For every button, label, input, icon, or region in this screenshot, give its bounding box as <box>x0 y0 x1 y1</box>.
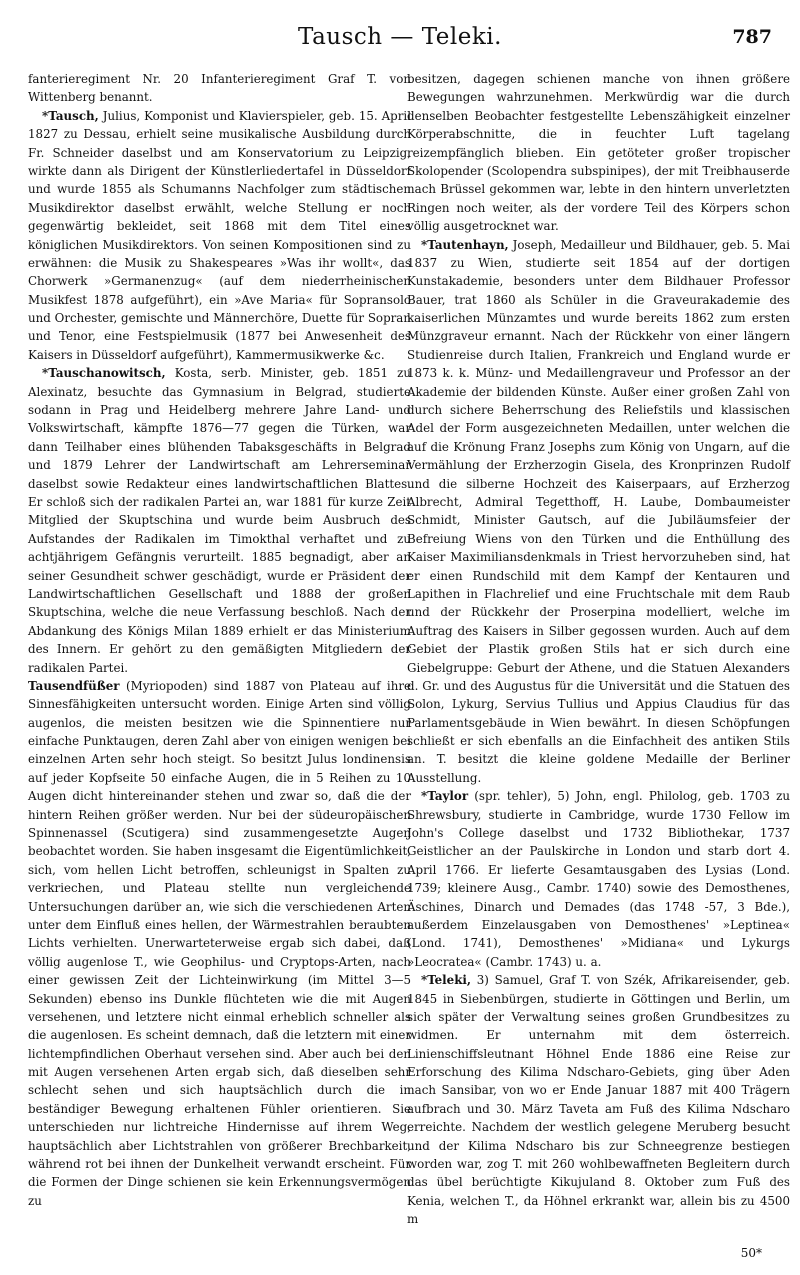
entry-text: (spr. tehler), 5) John, engl. Philolog, geb. 1703 zu Shrewsbury, studierte in Cambridge, wurde 1730 Fellow im John's College daselbst und 1732 Bibliothekar, 1737 Geistlicher an der Paulskirche in London und starb dort 4. April 1766. Er lieferte Gesamtausgaben des Lysias (Lond. 1739; kleinere Ausg., Cambr. 1740) sowie des Demosthenes, Äschines, Dinarch und Demades (das 1748 -57, 3 Bde.), außerdem Einzelausgaben von Demosthenes' »Leptinea« (Lond. 1741), Demosthenes' »Midiana« und Lykurgs »Leocratea« (Cambr. 1743) u. a. <box>407 789 790 969</box>
entry-text: Julius, Komponist und Klavierspieler, geb. 15. April 1827 zu Dessau, erhielt seine musikalische Ausbildung durch Fr. Schneider daselbst und am Konservatorium zu Leipzig, wirkte dann als Dirigent der Künstlerliedertafel in Düsseldorf und wurde 1855 als Schumanns Nachfolger zum städtischen Musikdirektor daselbst erwählt, welche Stellung er noch gegenwärtig bekleidet, seit 1868 mit dem Titel eines königlichen Musikdirektors. Von seinen Kompositionen sind zu erwähnen: die Musik zu Shakespeares »Was ihr wollt«, das Chorwerk »Germanenzug« (auf dem niederrheinischen Musikfest 1878 aufgeführt), ein »Ave Maria« für Sopransolo und Orchester, gemischte und Männerchöre, Duette für Sopran und Tenor, eine Festspielmusik (1877 bei Anwesenheit des Kaisers in Düsseldorf aufgeführt), Kammermusikwerke &c. <box>28 108 411 362</box>
right-column <box>407 70 790 1229</box>
entry-continuation <box>28 70 411 107</box>
entry-teleki <box>407 971 790 1228</box>
signature-mark: 50* <box>740 1246 762 1260</box>
entry-text: Kosta, serb. Minister, geb. 1851 zu Alexinatz, besuchte das Gymnasium in Belgrad, studierte sodann in Prag und Heidelberg mehrere Jahre Land- und Volkswirtschaft, kämpfte 1876—77 gegen die Türken, war dann Teilhaber eines blühenden Tabaksgeschäfts in Belgrad und 1879 Lehrer der Landwirtschaft am Lehrerseminar daselbst sowie Redakteur eines landwirtschaftlichen Blattes. Er schloß sich der radikalen Partei an, war 1881 für kurze Zeit Mitglied der Skuptschina und wurde beim Ausbruch des Aufstandes der Radikalen im Timokthal verhaftet und zu achtjährigem Gefängnis verurteilt. 1885 begnadigt, aber an seiner Gesundheit schwer geschädigt, wurde er Präsident der Landwirtschaftlichen Gesellschaft und 1888 der großen Skuptschina, welche die neue Verfassung beschloß. Nach der Abdankung des Königs Milan 1889 erhielt er das Ministerium des Innern. Er gehört zu den gemäßigten Mitgliedern der radikalen Partei. <box>28 366 411 675</box>
entry-text: fanterieregiment Nr. 20 Infanterieregiment Graf T. von Wittenberg benannt. <box>28 72 411 105</box>
entry-continuation <box>407 70 790 236</box>
entry-headword: Tausendfüßer <box>28 678 120 693</box>
entry-text: besitzen, dagegen schienen manche von ihnen größere Bewegungen wahrzunehmen. Merkwürdig war die durch denselben Beobachter festgestellte Lebenszähigkeit einzelner Körperabschnitte, die in feuchter Luft tagelang reizempfänglich blieben. Ein getöteter großer tropischer Skolopender (Scolopendra subspinipes), der mit Treibhauserde nach Brüssel gekommen war, lebte in den hintern unverletzten Ringen noch weiter, als der vordere Teil des Körpers schon völlig ausgetrocknet war. <box>407 72 790 234</box>
entry-headword: *Taylor <box>421 789 469 804</box>
entry-text: Joseph, Medailleur und Bildhauer, geb. 5. Mai 1837 zu Wien, studierte seit 1854 auf der dortigen Kunstakademie, besonders unter dem Bildhauer Professor Bauer, trat 1860 als Schüler in die Graveurakademie des kaiserlichen Münzamtes und wurde bereits 1862 zum ersten Münzgraveur ernannt. Nach der Rückkehr von einer längern Studienreise durch Italien, Frankreich und England wurde er 1873 k. k. Münz- und Medaillengraveur und Professor an der Akademie der bildenden Künste. Außer einer großen Zahl von durch sichere Beherrschung des Reliefstils und klassischen Adel der Form ausgezeichneten Medaillen, unter welchen die auf die Krönung Franz Josephs zum König von Ungarn, auf die Vermählung der Erzherzogin Gisela, des Kronprinzen Rudolf und die silberne Hochzeit des Kaiserpaars, auf Erzherzog Albrecht, Admiral Tegetthoff, H. Laube, Dombaumeister Schmidt, Minister Gautsch, auf die Jubiläumsfeier der Befreiung Wiens von den Türken und die Enthüllung des Kaiser Maximiliansdenkmals in Triest hervorzuheben sind, hat er einen Rundschild mit dem Kampf der Kentauren und Lapithen in Flachrelief und eine Fruchtschale mit dem Raub und der Rückkehr der Proserpina modelliert, welche im Auftrag des Kaisers in Silber gegossen wurden. Auch auf dem Gebiet der Plastik großen Stils hat er sich durch eine Giebelgruppe: Geburt der Athene, und die Statuen Alexanders d. Gr. und des Augustus für die Universität und die Statuen des Solon, Lykurg, Servius Tullius und Appius Claudius für das Parlamentsgebäude in Wien bewährt. In diesen Schöpfungen schließt er sich ebenfalls an die Einfachheit des antiken Stils an. T. besitzt die kleine goldene Medaille der Berliner Ausstellung. <box>407 237 790 785</box>
page-header <box>0 24 800 64</box>
entry-taylor <box>407 787 790 971</box>
left-column <box>28 70 411 1210</box>
entry-text: (Myriopoden) sind 1887 von Plateau auf ihre Sinnesfähigkeiten untersucht worden. Einige Arten sind völlig augenlos, die meisten besitzen wie die Spinnentiere nur einfache Punktaugen, deren Zahl aber von einigen wenigen bei einzelnen Arten sehr hoch steigt. So besitzt Julus londinensis auf jeder Kopfseite 50 einfache Augen, die in 5 Reihen zu 10 Augen dicht hintereinander stehen und zwar so, daß die der hintern Reihen größer werden. Nur bei der südeuropäischen Spinnenassel (Scutigera) sind zusammengesetzte Augen beobachtet worden. Sie haben insgesamt die Eigentümlichkeit, sich, vom hellen Licht betroffen, schleunigst in Spalten zu verkriechen, und Plateau stellte nun vergleichende Untersuchungen darüber an, wie sich die verschiedenen Arten unter dem Einfluß eines hellen, der Wärmestrahlen beraubten Lichts verhielten. Unerwarteterweise ergab sich dabei, daß völlig augenlose T., wie Geophilus- und Cryptops-Arten, nach einer gewissen Zeit der Lichteinwirkung (im Mittel 3—5 Sekunden) ebenso ins Dunkle flüchteten wie die mit Augen versehenen, und letztere nicht einmal erheblich schneller als die augenlosen. Es scheint demnach, daß die letztern mit einer lichtempfindlichen Oberhaut versehen sind. Aber auch bei den mit Augen versehenen Arten ergab sich, daß dieselben sehr schlecht sehen und sich hauptsächlich durch die in beständiger Bewegung erhaltenen Fühler orientieren. Sie unterschieden nur lichtreiche Hindernisse auf ihrem Weg, hauptsächlich aber Lichtstrahlen von größerer Brechbarkeit, während rot bei ihnen der Dunkelheit verwandt erscheint. Für die Formen der Dinge schienen sie kein Erkennungsvermögen zu <box>28 678 411 1208</box>
entry-headword: *Tautenhayn, <box>421 237 509 252</box>
entry-tausch <box>28 107 411 364</box>
page-number: 787 <box>732 26 772 48</box>
entry-tausendfuesser <box>28 677 411 1210</box>
entry-headword: *Tausch, <box>42 108 99 123</box>
running-title: Tausch — Teleki. <box>298 24 502 50</box>
entry-tauschanowitsch <box>28 364 411 677</box>
entry-tautenhayn <box>407 236 790 788</box>
entry-headword: *Teleki, <box>421 973 472 988</box>
entry-headword: *Tauschanowitsch, <box>42 366 166 381</box>
entry-text: 3) Samuel, Graf T. von Szék, Afrikareisender, geb. 1845 in Siebenbürgen, studierte in Göttingen und Berlin, um sich später der Verwaltung seines großen Grundbesitzes zu widmen. Er unternahm mit dem österreich. Linienschiffsleutnant Höhnel Ende 1886 eine Reise zur Erforschung des Kilima Ndscharo-Gebiets, ging über Aden nach Sansibar, von wo er Ende Januar 1887 mit 400 Trägern aufbrach und 30. März Taveta am Fuß des Kilima Ndscharo erreichte. Nachdem der westlich gelegene Meruberg besucht und der Kilima Ndscharo bis zur Schneegrenze bestiegen worden war, zog T. mit 260 wohlbewaffneten Begleitern durch das übel berüchtigte Kikujuland 8. Oktober zum Fuß des Kenia, welchen T., da Höhnel erkrankt war, allein bis zu 4500 m <box>407 973 790 1227</box>
